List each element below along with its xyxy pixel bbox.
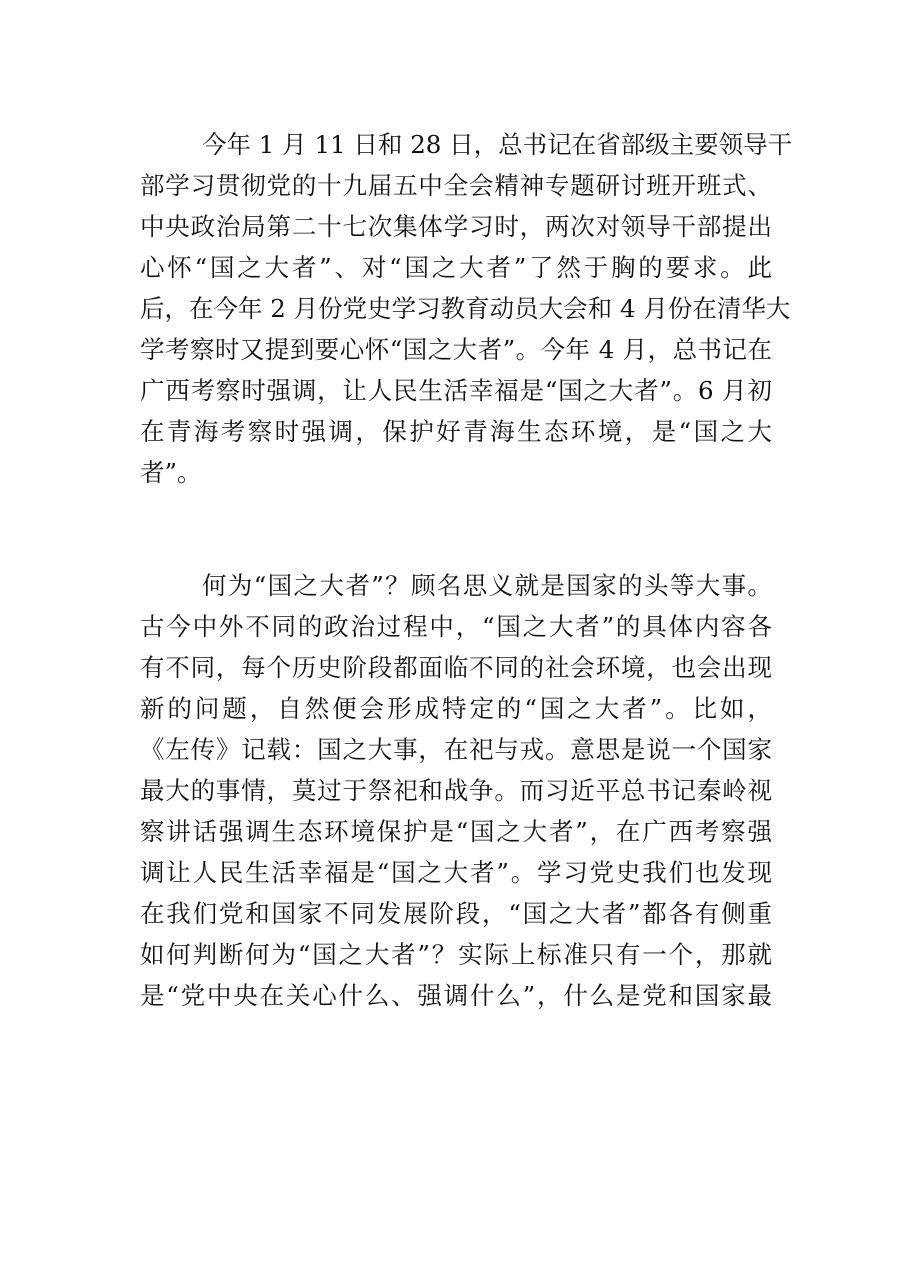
paragraph-what-is-guo-zhi-da-zhe [140,565,772,1016]
text-line: 今年 1 月 11 日和 28 日，总书记在省部级主要领导干 [202,130,793,159]
text-line: 在我们党和国家不同发展阶段，“国之大者”都各有侧重 [140,899,772,928]
text-line: 如何判断何为“国之大者”？实际上标准只有一个，那就 [140,940,772,969]
text-line: 古今中外不同的政治过程中，“国之大者”的具体内容各 [140,612,772,641]
text-line: 者”。 [140,458,202,487]
text-line: 中央政治局第二十七次集体学习时，两次对领导干部提出 [140,212,772,241]
text-line: 调让人民生活幸福是“国之大者”。学习党史我们也发现 [140,858,772,887]
text-line: 何为“国之大者”？顾名思义就是国家的头等大事。 [202,571,772,600]
text-line: 学考察时又提到要心怀“国之大者”。今年 4 月，总书记在 [140,335,772,364]
text-line: 有不同，每个历史阶段都面临不同的社会环境，也会出现 [140,653,772,682]
text-line: 是“党中央在关心什么、强调什么”，什么是党和国家最 [140,981,772,1010]
text-line: 后，在今年 2 月份党史学习教育动员大会和 4 月份在清华大 [140,294,791,323]
text-line: 在青海考察时强调，保护好青海生态环境，是“国之大 [140,417,772,446]
text-line: 最大的事情，莫过于祭祀和战争。而习近平总书记秦岭视 [140,776,772,805]
text-line: 广西考察时强调，让人民生活幸福是“国之大者”。6 月初 [140,376,772,405]
text-line: 心怀“国之大者”、对“国之大者”了然于胸的要求。此 [140,253,772,282]
text-line: 新的问题，自然便会形成特定的“国之大者”。比如， [140,694,772,723]
text-line: 《左传》记载：国之大事，在祀与戎。意思是说一个国家 [140,735,772,764]
paragraph-guo-zhi-da-zhe-background [140,124,793,493]
text-line: 察讲话强调生态环境保护是“国之大者”，在广西考察强 [140,817,772,846]
text-line: 部学习贯彻党的十九届五中全会精神专题研讨班开班式、 [140,171,772,200]
